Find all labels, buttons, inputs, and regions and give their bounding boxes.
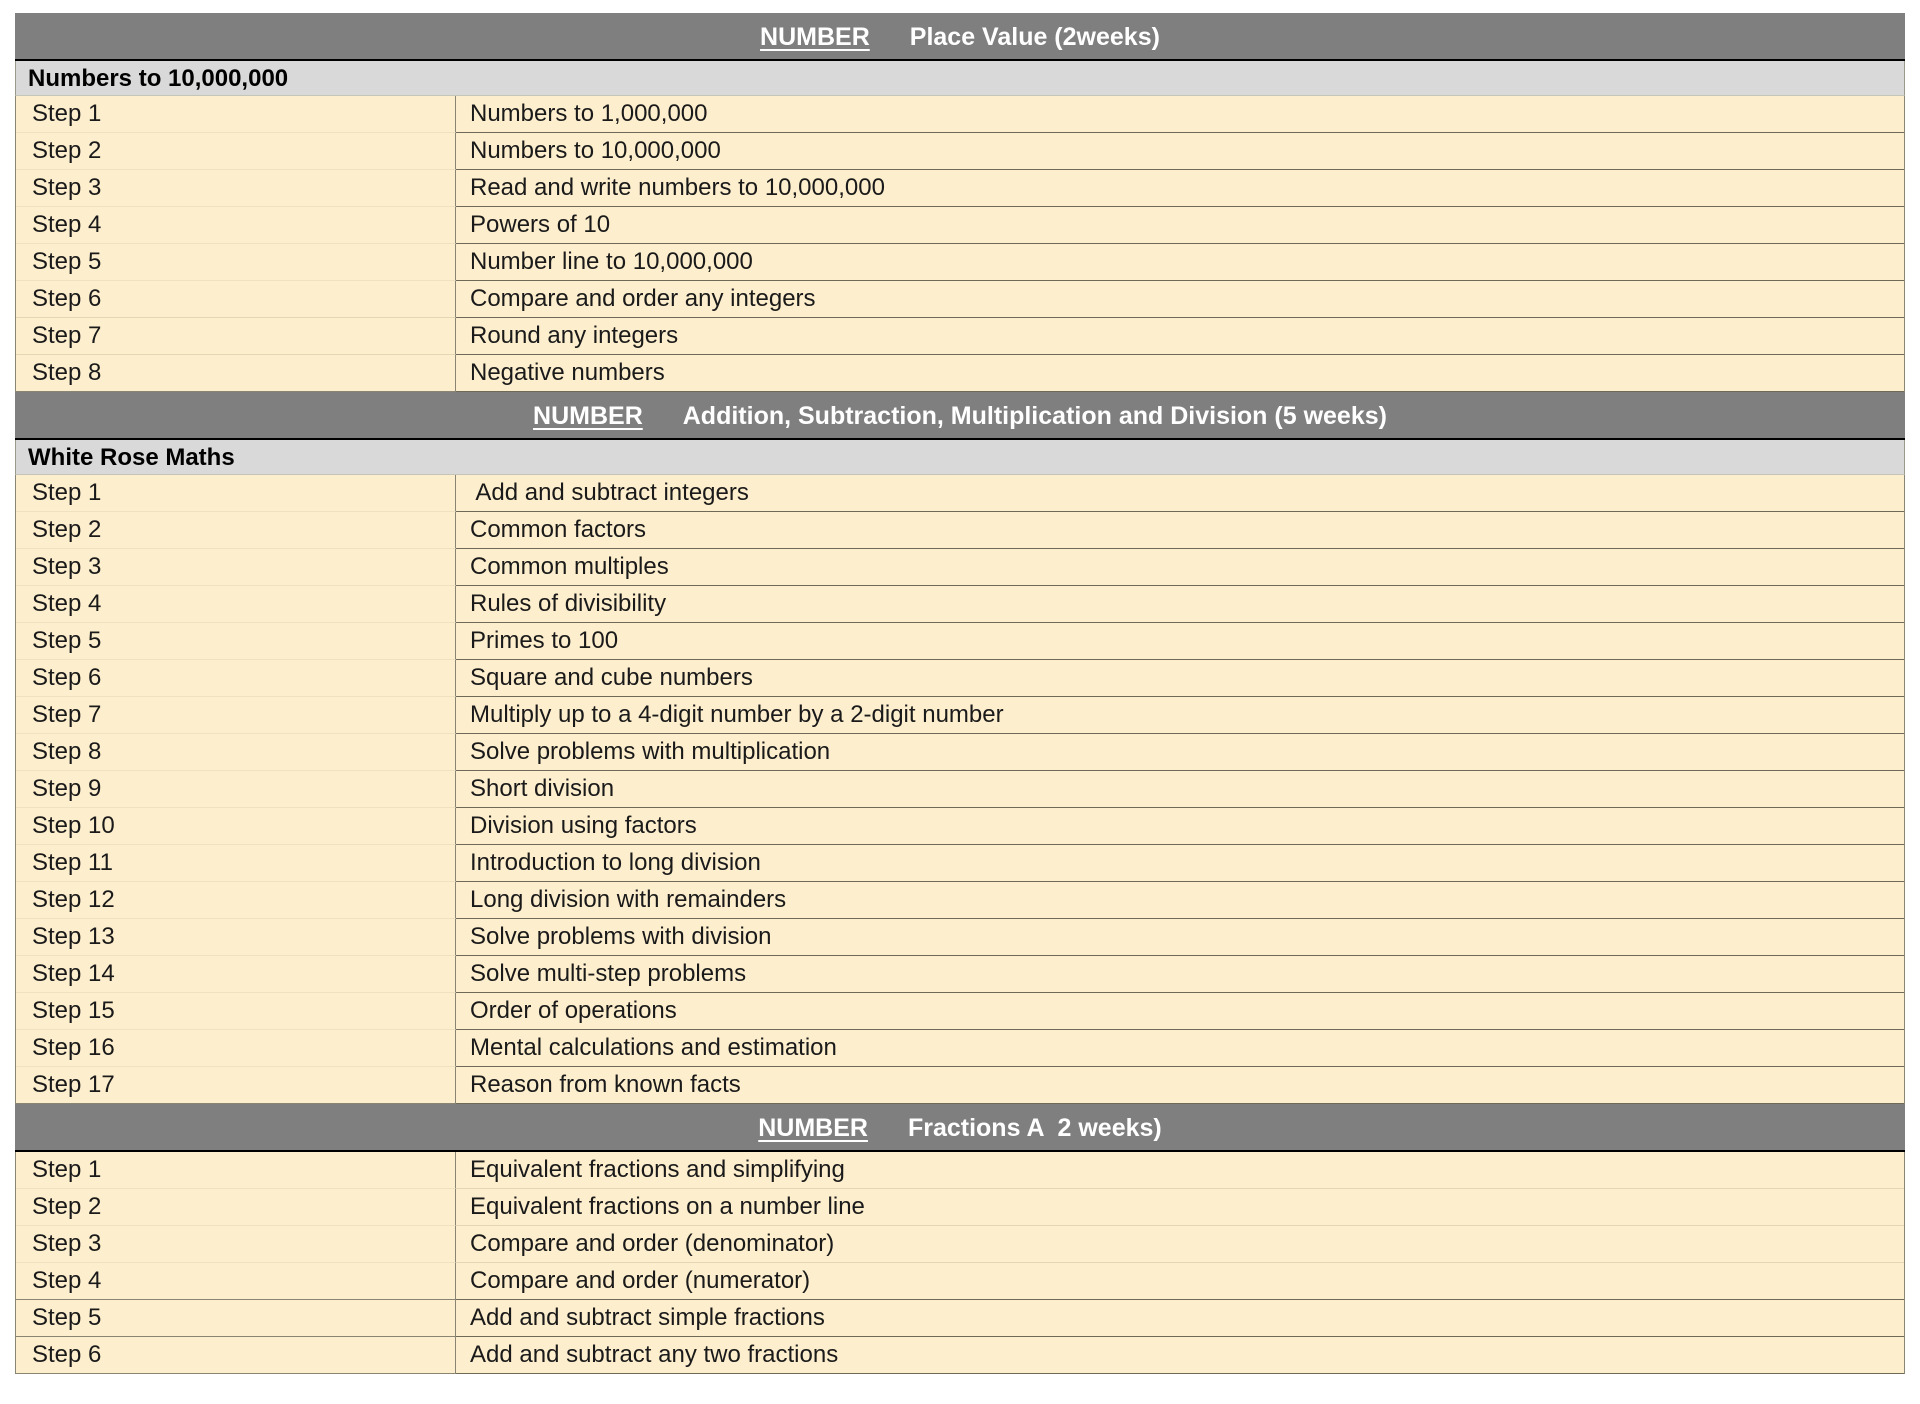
objective-cell: Square and cube numbers — [456, 660, 1904, 697]
table-row[interactable] — [16, 1030, 1904, 1067]
topic-label: Fractions A 2 weeks) — [907, 1114, 1162, 1142]
step-number-cell: Step 8 — [16, 734, 456, 771]
table-row[interactable] — [16, 1226, 1904, 1263]
objective-cell: Compare and order (numerator) — [456, 1263, 1904, 1300]
step-number-cell: Step 3 — [16, 1226, 456, 1263]
objective-cell: Common multiples — [456, 549, 1904, 586]
step-number-cell: Step 2 — [16, 133, 456, 170]
table-row[interactable] — [16, 1263, 1904, 1300]
objective-cell: Mental calculations and estimation — [456, 1030, 1904, 1067]
topic-label: Addition, Subtraction, Multiplication and Division (5 weeks) — [682, 402, 1387, 430]
table-row[interactable] — [16, 244, 1904, 281]
step-number-cell: Step 4 — [16, 586, 456, 623]
objective-cell: Long division with remainders — [456, 882, 1904, 919]
objective-cell: Powers of 10 — [456, 207, 1904, 244]
table-row[interactable] — [16, 919, 1904, 956]
table-row[interactable] — [16, 549, 1904, 586]
objective-cell: Numbers to 10,000,000 — [456, 133, 1904, 170]
objective-cell: Solve problems with multiplication — [456, 734, 1904, 771]
objective-cell: Solve problems with division — [456, 919, 1904, 956]
objective-cell: Compare and order (denominator) — [456, 1226, 1904, 1263]
table-row[interactable] — [16, 845, 1904, 882]
objective-cell: Compare and order any integers — [456, 281, 1904, 318]
table-row[interactable] — [16, 882, 1904, 919]
table-row[interactable] — [16, 1300, 1904, 1337]
table-row[interactable] — [16, 697, 1904, 734]
step-number-cell: Step 16 — [16, 1030, 456, 1067]
table-row[interactable] — [16, 512, 1904, 549]
step-number-cell: Step 9 — [16, 771, 456, 808]
step-number-cell: Step 7 — [16, 697, 456, 734]
step-number-cell: Step 15 — [16, 993, 456, 1030]
step-number-cell: Step 13 — [16, 919, 456, 956]
objective-cell: Multiply up to a 4-digit number by a 2-digit number — [456, 697, 1904, 734]
step-list — [15, 475, 1905, 1104]
table-row[interactable] — [16, 1189, 1904, 1226]
section-header-band — [15, 13, 1905, 61]
step-number-cell: Step 1 — [16, 1152, 456, 1189]
objective-cell: Equivalent fractions and simplifying — [456, 1152, 1904, 1189]
step-number-cell: Step 5 — [16, 623, 456, 660]
step-number-cell: Step 10 — [16, 808, 456, 845]
objective-cell: Read and write numbers to 10,000,000 — [456, 170, 1904, 207]
curriculum-section — [15, 1104, 1905, 1374]
step-number-cell: Step 17 — [16, 1067, 456, 1104]
step-number-cell: Step 6 — [16, 1337, 456, 1374]
table-row[interactable] — [16, 281, 1904, 318]
table-row[interactable] — [16, 96, 1904, 133]
step-number-cell: Step 5 — [16, 244, 456, 281]
step-number-cell: Step 4 — [16, 207, 456, 244]
step-number-cell: Step 2 — [16, 512, 456, 549]
objective-cell: Short division — [456, 771, 1904, 808]
objective-cell: Negative numbers — [456, 355, 1904, 392]
section-subheader: White Rose Maths — [15, 440, 1905, 475]
table-row[interactable] — [16, 207, 1904, 244]
step-number-cell: Step 12 — [16, 882, 456, 919]
objective-cell: Equivalent fractions on a number line — [456, 1189, 1904, 1226]
objective-cell: Add and subtract integers — [456, 475, 1904, 512]
step-number-cell: Step 4 — [16, 1263, 456, 1300]
step-list — [15, 96, 1905, 392]
objective-cell: Reason from known facts — [456, 1067, 1904, 1104]
objective-cell: Common factors — [456, 512, 1904, 549]
step-number-cell: Step 6 — [16, 660, 456, 697]
step-number-cell: Step 3 — [16, 549, 456, 586]
table-row[interactable] — [16, 586, 1904, 623]
objective-cell: Primes to 100 — [456, 623, 1904, 660]
step-list — [15, 1152, 1905, 1374]
table-row[interactable] — [16, 808, 1904, 845]
objective-cell: Rules of divisibility — [456, 586, 1904, 623]
table-row[interactable] — [16, 475, 1904, 512]
table-row[interactable] — [16, 133, 1904, 170]
table-row[interactable] — [16, 660, 1904, 697]
objective-cell: Introduction to long division — [456, 845, 1904, 882]
objective-cell: Division using factors — [456, 808, 1904, 845]
objective-cell: Round any integers — [456, 318, 1904, 355]
step-number-cell: Step 6 — [16, 281, 456, 318]
table-row[interactable] — [16, 355, 1904, 392]
table-row[interactable] — [16, 1337, 1904, 1374]
table-row[interactable] — [16, 956, 1904, 993]
section-header-band — [15, 392, 1905, 440]
step-number-cell: Step 11 — [16, 845, 456, 882]
table-row[interactable] — [16, 734, 1904, 771]
strand-label: NUMBER — [758, 1114, 868, 1142]
curriculum-section — [15, 13, 1905, 392]
objective-cell: Number line to 10,000,000 — [456, 244, 1904, 281]
step-number-cell: Step 2 — [16, 1189, 456, 1226]
objective-cell: Order of operations — [456, 993, 1904, 1030]
table-row[interactable] — [16, 993, 1904, 1030]
strand-label: NUMBER — [533, 402, 643, 430]
step-number-cell: Step 7 — [16, 318, 456, 355]
step-number-cell: Step 3 — [16, 170, 456, 207]
objective-cell: Solve multi-step problems — [456, 956, 1904, 993]
step-number-cell: Step 1 — [16, 96, 456, 133]
table-row[interactable] — [16, 771, 1904, 808]
section-header-band — [15, 1104, 1905, 1152]
table-row[interactable] — [16, 1067, 1904, 1104]
table-row[interactable] — [16, 170, 1904, 207]
curriculum-section — [15, 392, 1905, 1104]
objective-cell: Add and subtract any two fractions — [456, 1337, 1904, 1374]
objective-cell: Add and subtract simple fractions — [456, 1300, 1904, 1337]
table-row[interactable] — [16, 1152, 1904, 1189]
topic-label: Place Value (2weeks) — [909, 23, 1160, 51]
step-number-cell: Step 1 — [16, 475, 456, 512]
step-number-cell: Step 14 — [16, 956, 456, 993]
objective-cell: Numbers to 1,000,000 — [456, 96, 1904, 133]
strand-label: NUMBER — [760, 23, 870, 51]
table-row[interactable] — [16, 318, 1904, 355]
table-row[interactable] — [16, 623, 1904, 660]
step-number-cell: Step 8 — [16, 355, 456, 392]
step-number-cell: Step 5 — [16, 1300, 456, 1337]
section-subheader: Numbers to 10,000,000 — [15, 61, 1905, 96]
